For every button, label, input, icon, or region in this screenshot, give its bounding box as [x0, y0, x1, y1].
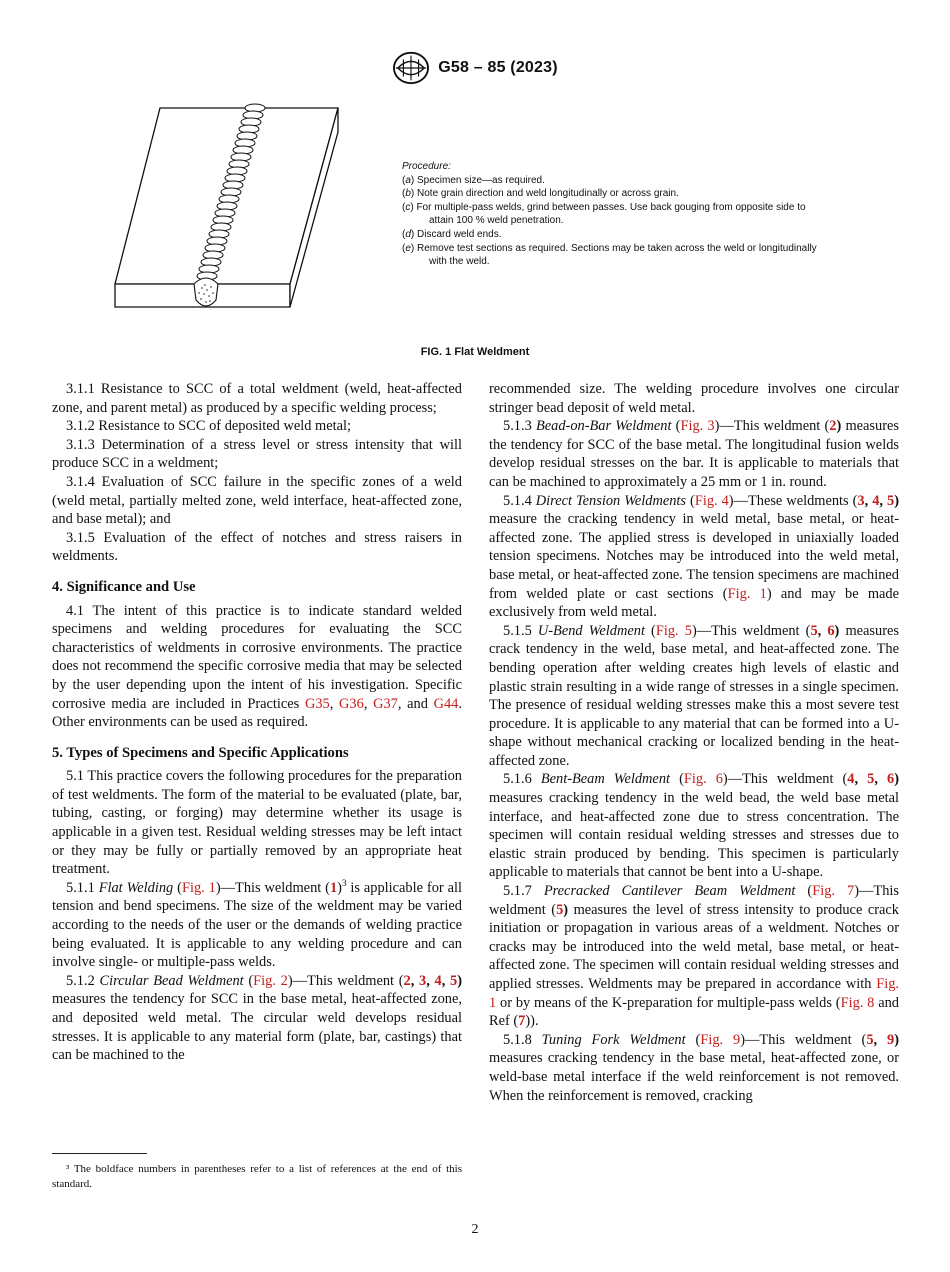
procedure-item: (b) Note grain direction and weld longitudinally or across grain.: [402, 188, 679, 200]
paragraph-4-1: 4.1 The intent of this practice is to indicate standard welded specimens and welding procedures for evaluating the SCC characteristics of weldments in corrosive environments. The practice does not recommend the specific corrosive media that may be selected by the user depending upon the intent of his investigation. Specific corrosive media are included in Practices G35, G36, G37, and G44. Other environments can be used as required.: [52, 602, 462, 731]
link-fig-1[interactable]: Fig. 1: [489, 976, 899, 1011]
footnote-marker[interactable]: 3: [341, 878, 347, 889]
paragraph-5-1-7: 5.1.7 Precracked Cantilever Beam Weldment (Fig. 7)—This weldment (5) measures the level of stress intensity to produce crack initiation or propagation in various areas of a weldment. Notches or cracks may be introduced into the weld metal, base metal, or heat-affected zone. The specimen will contain residual welding stresses and applied stresses. Weldments may be prepared in accordance with Fig. 1 or by means of the K-preparation for multiple-pass welds (Fig. 8 and Ref (7)).: [489, 883, 899, 1030]
ref-link[interactable]: 3: [857, 492, 865, 509]
procedure-item: (a) Specimen size—as required.: [402, 174, 545, 186]
astm-logo-icon: [392, 50, 430, 86]
link-fig-6[interactable]: Fig. 6: [683, 771, 723, 788]
procedure-item: (e) Remove test sections as required. Sections may be taken across the weld or longitudinally with the weld.: [402, 242, 817, 268]
link-g44[interactable]: G44: [433, 695, 459, 712]
link-fig-8[interactable]: Fig. 8: [840, 994, 875, 1011]
link-fig-1[interactable]: Fig. 1: [727, 585, 767, 602]
ref-link[interactable]: 6: [827, 622, 835, 639]
ref-link[interactable]: 3: [419, 972, 427, 989]
paragraph-5-1-8: 5.1.8 Tuning Fork Weldment (Fig. 9)—This weldment (5, 9) measures cracking tendency in the base metal, heat-affected zone, or weld-base metal interface if the weld reinforcement is not removed. When the reinforcement is removed, cracking: [489, 1031, 899, 1104]
ref-link[interactable]: 5: [556, 901, 564, 918]
paragraph-5-1-3: 5.1.3 Bead-on-Bar Weldment (Fig. 3)—This weldment (2) measures the tendency for SCC of the base metal. The longitudinal fusion welds develop residual stresses on the bar. It is applicable to materials that can be machined to approximately a 25 mm or 1 in. round.: [489, 418, 899, 490]
ref-link[interactable]: 7: [518, 1013, 526, 1030]
ref-link[interactable]: 9: [887, 1031, 895, 1048]
section-heading-5: 5. Types of Specimens and Specific Applications: [52, 744, 349, 761]
paragraph-3-1-3: 3.1.3 Determination of a stress level or stress intensity that will produce SCC in a weldment;: [52, 436, 462, 472]
ref-link[interactable]: 6: [886, 771, 895, 788]
link-g36[interactable]: G36: [339, 695, 364, 712]
paragraph-3-1-1: 3.1.1 Resistance to SCC of a total weldment (weld, heat-affected zone, and parent metal) as produced by a specific welding process;: [52, 381, 462, 416]
ref-link[interactable]: 5: [867, 771, 875, 788]
paragraph-5-1-6: 5.1.6 Bent-Beam Weldment (Fig. 6)—This weldment (4, 5, 6) measures cracking tendency in the weld bead, the weld base metal interface, and heat-affected zone due to stress concentration. The specimen will contain residual welding stresses and stresses due to elastic strain produced by bending. This specimen is particularly applicable to materials that cannot be bent into a U-shape.: [489, 771, 899, 881]
link-g37[interactable]: G37: [373, 695, 398, 712]
footnote: [52, 1162, 462, 1191]
ref-link[interactable]: 1: [329, 879, 338, 896]
ref-link[interactable]: 5: [866, 1031, 874, 1048]
ref-link[interactable]: 4: [847, 771, 855, 788]
procedure-item: (d) Discard weld ends.: [402, 228, 502, 240]
paragraph-5-1-2-continued: recommended size. The welding procedure involves one circular stringer bead deposit of weld metal.: [489, 381, 899, 416]
paragraph-5-1-5: 5.1.5 U-Bend Weldment (Fig. 5)—This weldment (5, 6) measures crack tendency in the weld, base metal, and heat-affected zone. The bending operation after welding creates high levels of elastic and plastic strain resulting in a wide range of stresses in a single specimen. The presence of residual welding stresses make this a most severe test procedure. It is applicable to any material that can be formed into a U-shape without mechanical cracking or localized bending in the heat-affected zone.: [489, 622, 899, 769]
link-fig-3[interactable]: Fig. 3: [680, 418, 715, 435]
paragraph-5-1-2: 5.1.2 Circular Bead Weldment (Fig. 2)—This weldment (2, 3, 4, 5) measures the tendency for SCC in the base metal, heat-affected zone, and deposited weld metal. The circular weld develops residual stresses. It is applicable to any material form (plate, bar, castings) that can be machined to the: [52, 972, 462, 1064]
flat-weldment-drawing: [110, 100, 350, 320]
paragraph-3-1-4: 3.1.4 Evaluation of SCC failure in the specific zones of a weld (weld metal, partially melted zone, weld interface, heat-affected zone, and base metal); and: [52, 473, 462, 528]
footnote-text: ³ The boldface numbers in parentheses refer to a list of references at the end of this standard.: [52, 1163, 462, 1190]
link-fig-4[interactable]: Fig. 4: [694, 492, 729, 509]
figure-caption: FIG. 1 Flat Weldment: [420, 346, 530, 358]
document-id: G58 – 85 (2023): [438, 59, 558, 76]
ref-link[interactable]: 2: [829, 418, 837, 435]
paragraph-5-1-1: 5.1.1 Flat Welding (Fig. 1)—This weldment $(1)^3$ is applicable for all tension and bend specimens. The size of the weldment may be varied according to the needs of the user or the demands of welding practice being evaluated. It is applicable to any welding procedure and can involve single- or multiple-pass welds.: [52, 878, 462, 971]
figure-procedure: [402, 160, 832, 269]
right-column: [489, 380, 899, 1105]
link-fig-1[interactable]: Fig. 1: [181, 879, 216, 896]
paragraph-3-1-5: 3.1.5 Evaluation of the effect of notches and stress raisers in weldments.: [52, 529, 462, 565]
procedure-title: Procedure:: [402, 161, 451, 172]
page-number: 2: [471, 1222, 479, 1237]
procedure-item: (c) For multiple-pass welds, grind between passes. Use back gouging from opposite side to attain 100 % weld penetration.: [402, 201, 806, 227]
paragraph-5-1-4: 5.1.4 Direct Tension Weldments (Fig. 4)—These weldments (3, 4, 5) measure the cracking tendency in weld metal, base metal, or heat-affected zone. The applied stress is developed in uniaxially loaded tension specimens. Notches may be introduced into the weld metal, base metal, or heat-affected zone. The tension specimens are machined from welded plate or cast sections (Fig. 1) and may be made exclusively from weld metal.: [489, 492, 900, 621]
link-fig-7[interactable]: Fig. 7: [812, 883, 855, 900]
ref-link[interactable]: 2: [403, 972, 411, 989]
ref-link[interactable]: 5: [449, 972, 458, 989]
link-fig-5[interactable]: Fig. 5: [655, 622, 692, 639]
section-heading-4: 4. Significance and Use: [52, 578, 196, 595]
footnote-rule: [52, 1153, 147, 1154]
link-g35[interactable]: G35: [304, 695, 330, 712]
ref-link[interactable]: 4: [872, 492, 880, 509]
link-fig-2[interactable]: Fig. 2: [253, 972, 288, 989]
paragraph-3-1-2: 3.1.2 Resistance to SCC of deposited weld metal;: [66, 418, 351, 435]
left-column: [52, 380, 462, 1065]
paragraph-5-1: 5.1 This practice covers the following procedures for the preparation of test weldments. The form of the material to be evaluated (plate, bar, tubing, casting, or forging) may determine whether its usage is applicable in a given test. Residual welding stresses may be left intact or they may be fully or partially removed by an appropriate heat treatment.: [52, 768, 462, 878]
page-header: [0, 50, 950, 91]
link-fig-9[interactable]: Fig. 9: [700, 1031, 741, 1048]
ref-link[interactable]: 5: [886, 492, 895, 509]
ref-link[interactable]: 5: [810, 622, 818, 639]
ref-link[interactable]: 4: [434, 972, 442, 989]
